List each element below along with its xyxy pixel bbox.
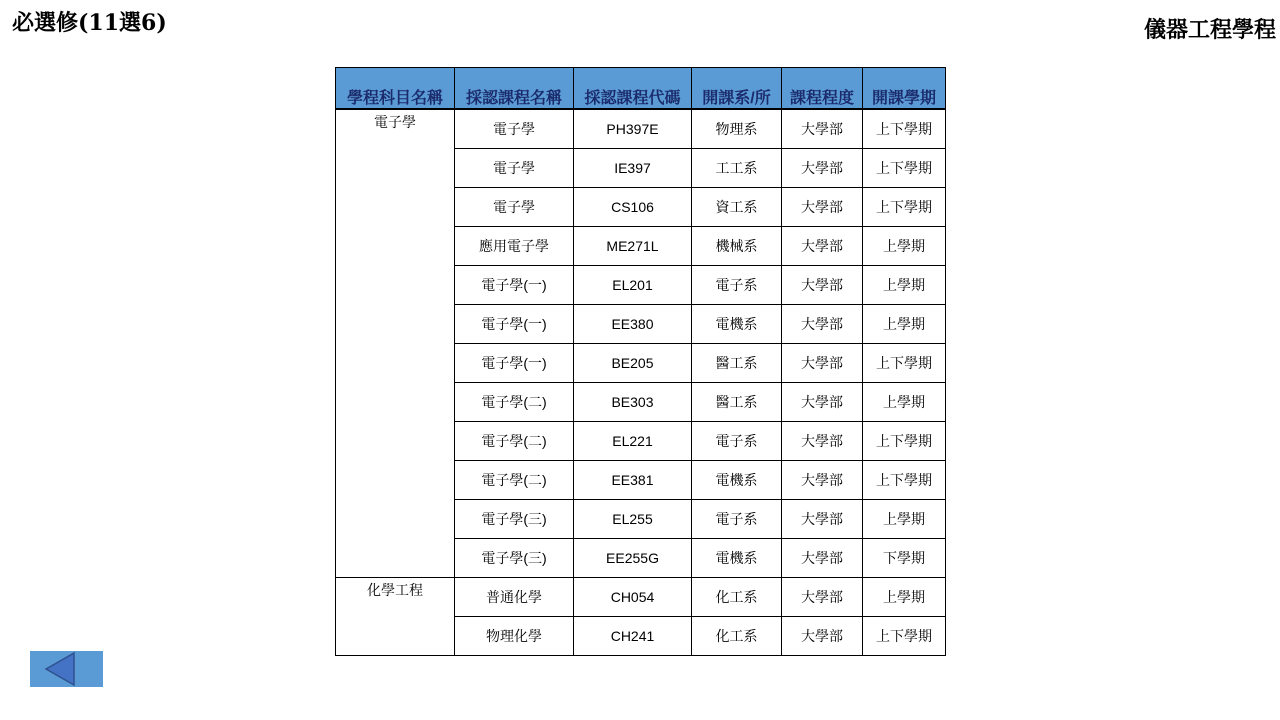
course-name-cell: 電子學(三) — [455, 500, 574, 539]
course-name-cell: 電子學 — [455, 109, 574, 149]
semester-cell: 上學期 — [863, 227, 946, 266]
table-header-row — [336, 68, 946, 110]
column-header: 開課系/所 — [692, 68, 782, 110]
level-cell: 大學部 — [782, 617, 863, 656]
semester-cell: 上下學期 — [863, 461, 946, 500]
course-name-cell: 電子學(二) — [455, 422, 574, 461]
semester-cell: 上學期 — [863, 305, 946, 344]
department-cell: 電機系 — [692, 305, 782, 344]
course-code-cell: EL221 — [574, 422, 692, 461]
table-body — [336, 109, 946, 656]
department-cell: 物理系 — [692, 109, 782, 149]
program-subject-cell: 化學工程 — [336, 578, 455, 656]
department-cell: 工工系 — [692, 149, 782, 188]
department-cell: 電子系 — [692, 500, 782, 539]
course-code-cell: ME271L — [574, 227, 692, 266]
level-cell: 大學部 — [782, 109, 863, 149]
table-row — [336, 578, 946, 617]
semester-cell: 上學期 — [863, 266, 946, 305]
back-button[interactable] — [30, 651, 103, 687]
course-code-cell: EE380 — [574, 305, 692, 344]
table-row — [336, 109, 946, 149]
course-code-cell: EL201 — [574, 266, 692, 305]
course-name-cell: 普通化學 — [455, 578, 574, 617]
department-cell: 電子系 — [692, 422, 782, 461]
level-cell: 大學部 — [782, 188, 863, 227]
level-cell: 大學部 — [782, 578, 863, 617]
course-name-cell: 電子學 — [455, 188, 574, 227]
course-code-cell: EE255G — [574, 539, 692, 578]
department-cell: 機械系 — [692, 227, 782, 266]
course-code-cell: CS106 — [574, 188, 692, 227]
department-cell: 化工系 — [692, 617, 782, 656]
program-title: 儀器工程學程 — [1143, 17, 1276, 43]
course-code-cell: EE381 — [574, 461, 692, 500]
semester-cell: 上下學期 — [863, 422, 946, 461]
course-name-cell: 電子學(二) — [455, 461, 574, 500]
department-cell: 電子系 — [692, 266, 782, 305]
course-code-cell: CH241 — [574, 617, 692, 656]
level-cell: 大學部 — [782, 227, 863, 266]
semester-cell: 上下學期 — [863, 188, 946, 227]
course-code-cell: BE303 — [574, 383, 692, 422]
level-cell: 大學部 — [782, 461, 863, 500]
level-cell: 大學部 — [782, 539, 863, 578]
level-cell: 大學部 — [782, 500, 863, 539]
course-name-cell: 電子學(一) — [455, 344, 574, 383]
department-cell: 電機系 — [692, 461, 782, 500]
course-code-cell: CH054 — [574, 578, 692, 617]
course-code-cell: PH397E — [574, 109, 692, 149]
course-code-cell: BE205 — [574, 344, 692, 383]
semester-cell: 下學期 — [863, 539, 946, 578]
course-name-cell: 電子學(二) — [455, 383, 574, 422]
column-header: 採認課程代碼 — [574, 68, 692, 110]
semester-cell: 上下學期 — [863, 344, 946, 383]
program-subject-cell: 電子學 — [336, 109, 455, 578]
course-name-cell: 電子學(三) — [455, 539, 574, 578]
course-name-cell: 電子學 — [455, 149, 574, 188]
semester-cell: 上學期 — [863, 500, 946, 539]
level-cell: 大學部 — [782, 305, 863, 344]
triangle-left-icon — [30, 651, 103, 687]
semester-cell: 上下學期 — [863, 149, 946, 188]
level-cell: 大學部 — [782, 422, 863, 461]
course-name-cell: 應用電子學 — [455, 227, 574, 266]
department-cell: 醫工系 — [692, 383, 782, 422]
level-cell: 大學部 — [782, 344, 863, 383]
department-cell: 化工系 — [692, 578, 782, 617]
course-table — [335, 67, 946, 656]
course-code-cell: EL255 — [574, 500, 692, 539]
column-header: 學程科目名稱 — [336, 68, 455, 110]
column-header: 課程程度 — [782, 68, 863, 110]
department-cell: 電機系 — [692, 539, 782, 578]
semester-cell: 上學期 — [863, 383, 946, 422]
semester-cell: 上下學期 — [863, 109, 946, 149]
column-header: 採認課程名稱 — [455, 68, 574, 110]
column-header: 開課學期 — [863, 68, 946, 110]
department-cell: 醫工系 — [692, 344, 782, 383]
level-cell: 大學部 — [782, 383, 863, 422]
course-name-cell: 電子學(一) — [455, 305, 574, 344]
course-name-cell: 物理化學 — [455, 617, 574, 656]
level-cell: 大學部 — [782, 149, 863, 188]
department-cell: 資工系 — [692, 188, 782, 227]
level-cell: 大學部 — [782, 266, 863, 305]
course-name-cell: 電子學(一) — [455, 266, 574, 305]
page-title: 必選修(11選6) — [12, 10, 167, 36]
course-code-cell: IE397 — [574, 149, 692, 188]
semester-cell: 上學期 — [863, 578, 946, 617]
semester-cell: 上下學期 — [863, 617, 946, 656]
